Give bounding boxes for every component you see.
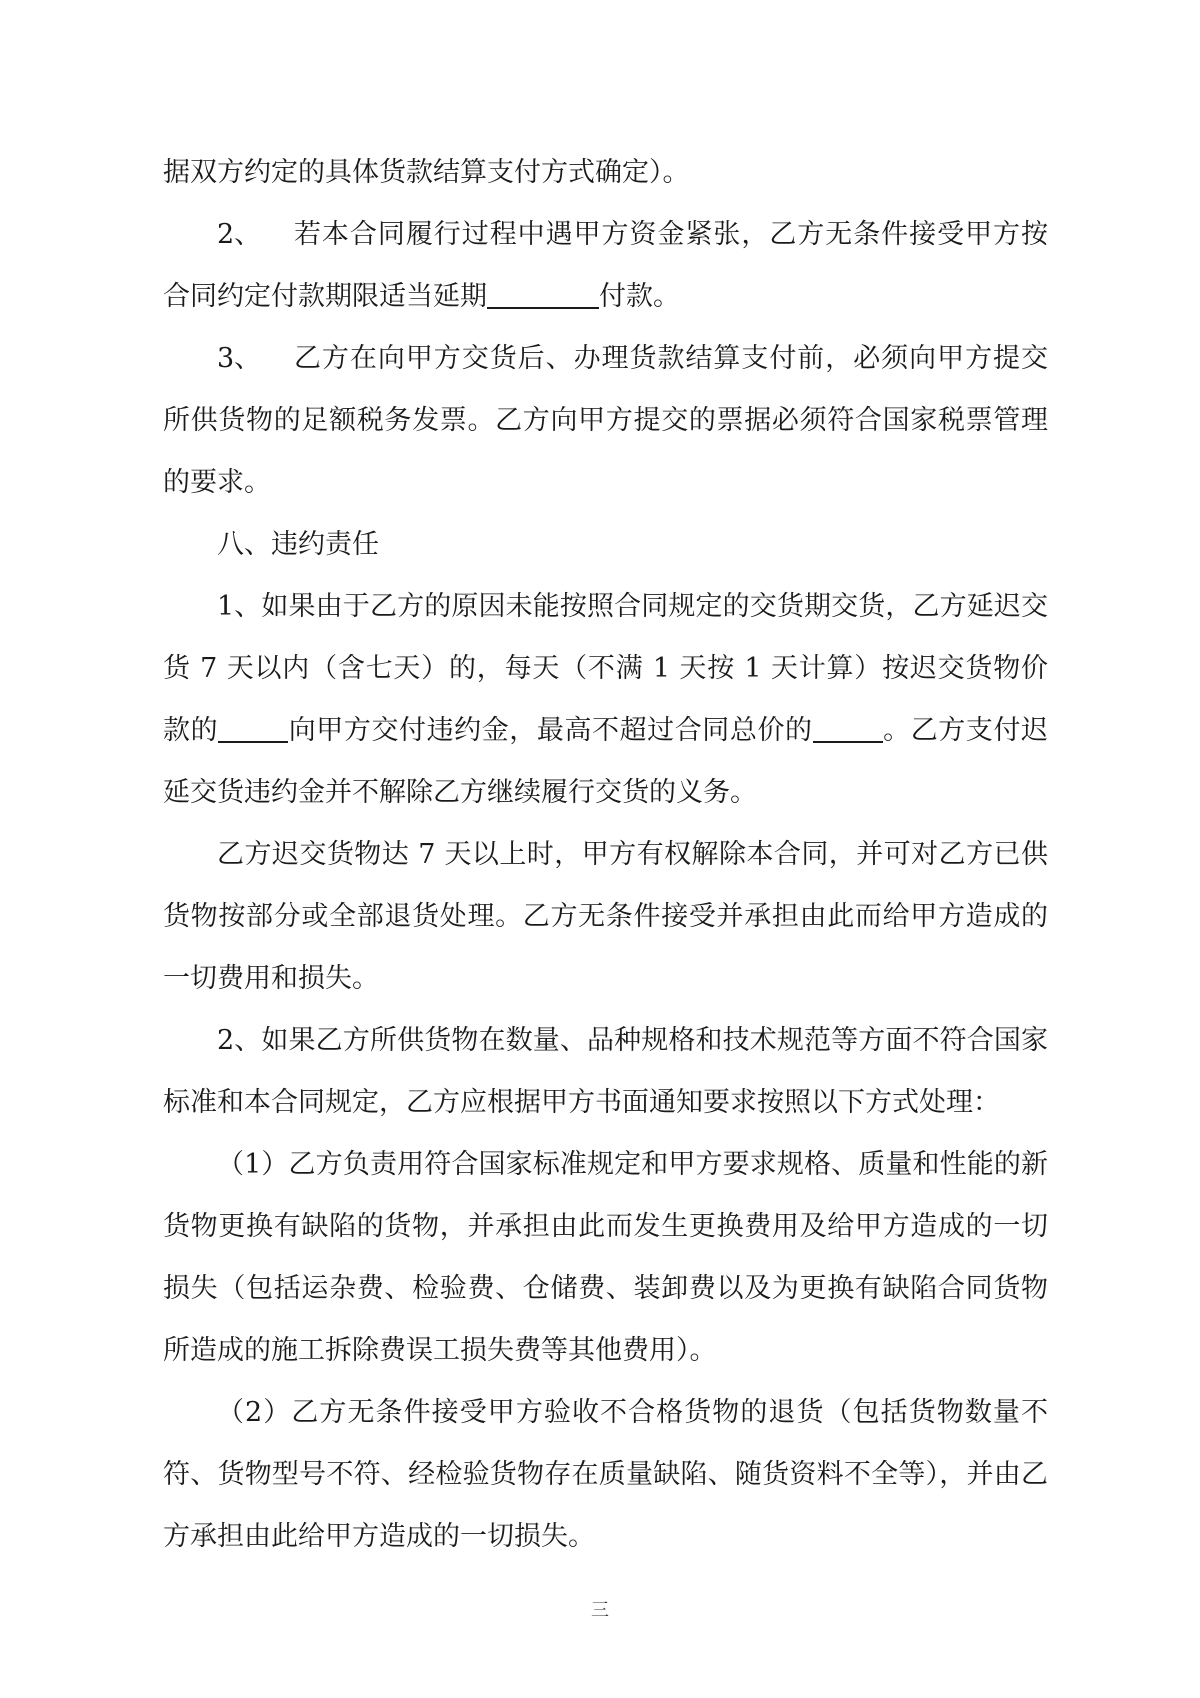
paragraph-text: 向甲方交付违约金，最高不超过合同总价的 (288, 715, 813, 746)
paragraph-payment-method-end (163, 142, 1048, 204)
fill-in-blank-penalty-cap[interactable] (813, 715, 883, 743)
paragraph-return (163, 1382, 1048, 1568)
section-title: 八、违约责任 (217, 529, 379, 560)
paragraph-tax-invoice (163, 328, 1048, 514)
fill-in-blank-penalty-rate[interactable] (218, 715, 288, 743)
item-number: 2、 (217, 219, 262, 250)
paragraph-nonconforming-goods (163, 1010, 1048, 1134)
paragraph-text: （1）乙方负责用符合国家标准规定和甲方要求规格、质量和性能的新货物更换有缺陷的货物，并承担由此而发生更换费用及给甲方造成的一切损失（包括运杂费、检验费、仓储费、装卸费以及为更换有缺陷合同货物所造成的施工拆除费误工损失费等其他费用）。 (163, 1149, 1048, 1366)
item-number: 3、 (217, 343, 262, 374)
paragraph-late-delivery (163, 576, 1048, 824)
paragraph-payment-delay (163, 204, 1048, 328)
fill-in-blank-delay-period[interactable] (487, 281, 599, 309)
paragraph-text-tail: 付款。 (599, 281, 680, 312)
page-number: 三 (591, 1600, 609, 1621)
paragraph-text: 若本合同履行过程中遇甲方资金紧张，乙方无条件接受甲方按合同约定付款期限适当延期 (163, 219, 1048, 312)
paragraph-text: 据双方约定的具体货款结算支付方式确定）。 (163, 157, 690, 188)
paragraph-termination-right (163, 824, 1048, 1010)
paragraph-text: 1、如果由于乙方的原因未能按照合同规定的交货期交货，乙方延迟交货 7 天以内（含七天）的，每天（不满 1 天按 1 天计算）按迟交货物价款的 (163, 591, 1048, 746)
paragraph-text: 乙方在向甲方交货后、办理货款结算支付前，必须向甲方提交所供货物的足额税务发票。乙方向甲方提交的票据必须符合国家税票管理的要求。 (163, 343, 1048, 498)
paragraph-text: 2、如果乙方所供货物在数量、品种规格和技术规范等方面不符合国家标准和本合同规定，乙方应根据甲方书面通知要求按照以下方式处理： (163, 1025, 1048, 1118)
section-heading-breach-liability (163, 514, 1048, 576)
paragraph-replacement (163, 1134, 1048, 1382)
contract-body (163, 142, 1048, 1568)
paragraph-text: 乙方迟交货物达 7 天以上时，甲方有权解除本合同，并可对乙方已供货物按部分或全部退货处理。乙方无条件接受并承担由此而给甲方造成的一切费用和损失。 (163, 839, 1048, 994)
paragraph-text: （2）乙方无条件接受甲方验收不合格货物的退货（包括货物数量不符、货物型号不符、经检验货物存在质量缺陷、随货资料不全等），并由乙方承担由此给甲方造成的一切损失。 (163, 1397, 1048, 1552)
paragraph-text: 。乙方支付迟延交货违约金并不解除乙方继续履行交货的义务。 (163, 715, 1049, 808)
